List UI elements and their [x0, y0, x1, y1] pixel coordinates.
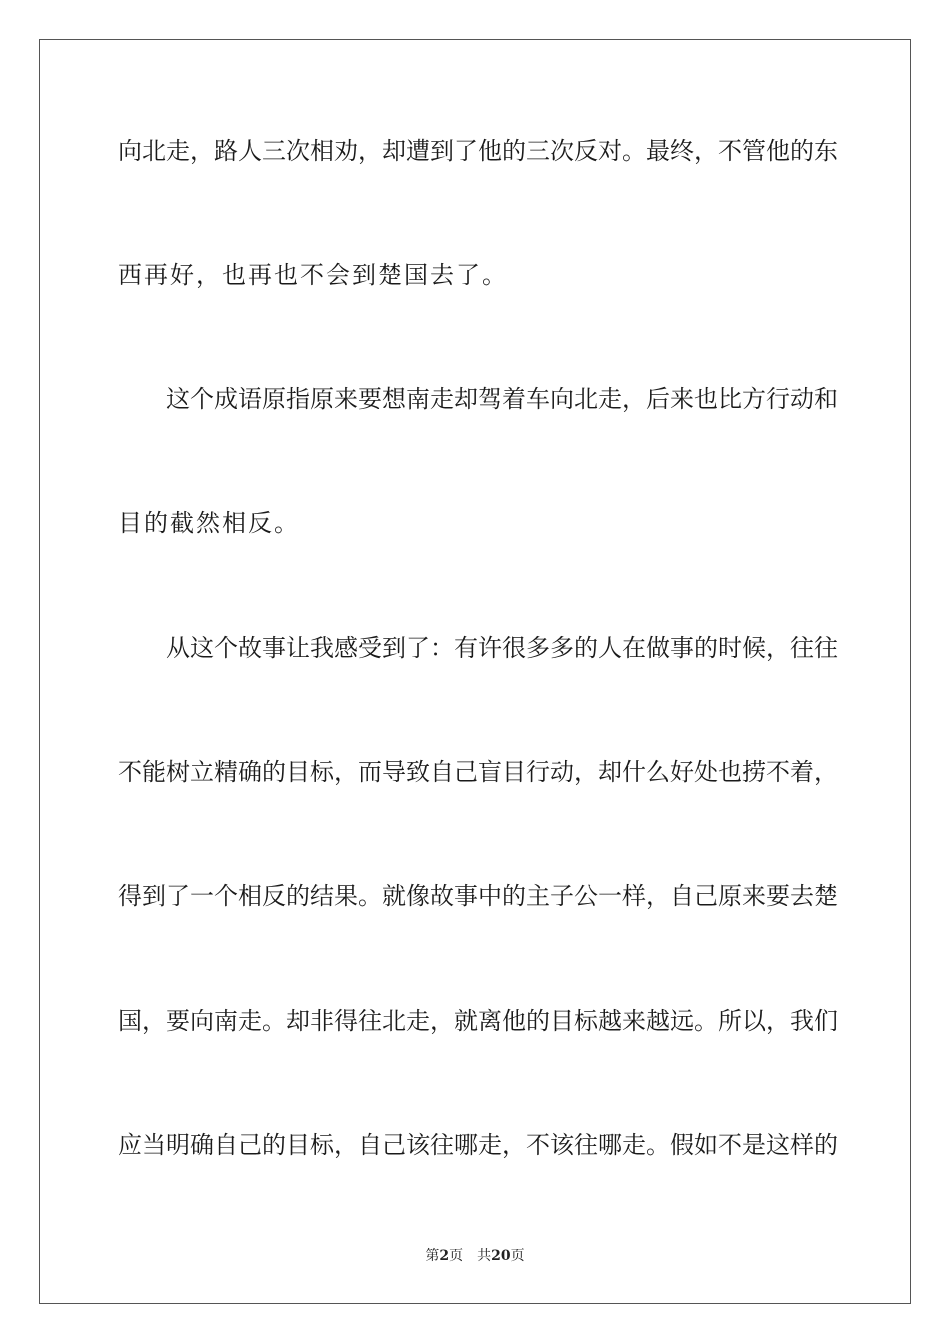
body-line-5: 从这个故事让我感受到了：有许很多多的人在做事的时候，往往	[166, 634, 838, 662]
body-line-7: 得到了一个相反的结果。就像故事中的主子公一样，自己原来要去楚	[118, 882, 838, 910]
body-line-6: 不能树立精确的目标，而导致自己盲目行动，却什么好处也捞不着，	[118, 758, 838, 786]
body-line-9: 应当明确自己的目标，自己该往哪走，不该往哪走。假如不是这样的	[118, 1131, 838, 1159]
body-line-4: 目的截然相反。	[118, 509, 300, 537]
footer-page-suffix: 页	[449, 1248, 464, 1264]
body-line-8: 国，要向南走。却非得往北走，就离他的目标越来越远。所以，我们	[118, 1007, 838, 1035]
page-border	[39, 39, 911, 1304]
footer-page-prefix: 第	[425, 1248, 440, 1264]
footer-total-suffix: 页	[510, 1248, 525, 1264]
page-footer	[0, 1247, 950, 1265]
footer-total-prefix: 共	[477, 1248, 492, 1264]
body-line-3: 这个成语原指原来要想南走却驾着车向北走，后来也比方行动和	[166, 385, 838, 413]
footer-total-number: 20	[491, 1248, 511, 1264]
body-line-2: 西再好，也再也不会到楚国去了。	[118, 261, 508, 289]
footer-page-number: 2	[439, 1248, 450, 1264]
body-line-1: 向北走，路人三次相劝，却遭到了他的三次反对。最终，不管他的东	[118, 137, 838, 165]
